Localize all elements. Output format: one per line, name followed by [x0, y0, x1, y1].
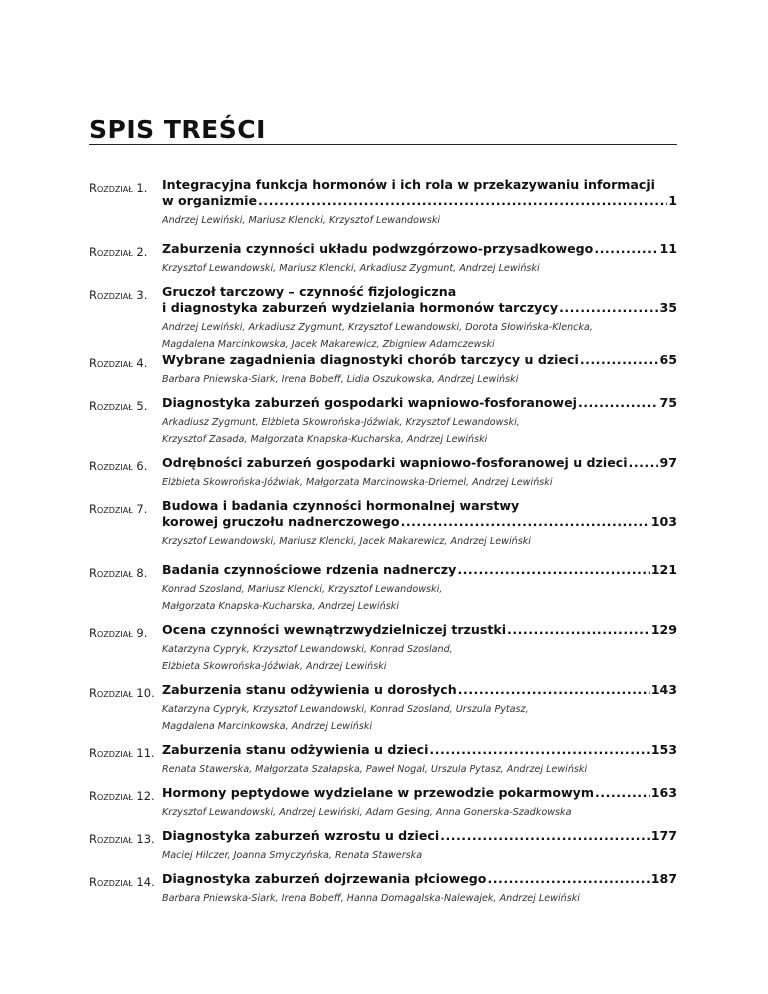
- authors-line: Magdalena Marcinkowska, Jacek Makarewicz, Zbigniew Adamczewski: [162, 339, 495, 350]
- chapter-title-line: [162, 300, 677, 316]
- authors-line: Elżbieta Skowrońska-Jóźwiak, Małgorzata Marcinowska-Driemel, Andrzej Lewiński: [162, 477, 553, 488]
- chapter-number-value: 9.: [132, 626, 148, 640]
- entry-body: [162, 177, 677, 229]
- chapter-title-line: [162, 742, 677, 758]
- authors-line: Katarzyna Cypryk, Krzysztof Lewandowski, Konrad Szosland,: [162, 644, 453, 655]
- page-number: 153: [650, 742, 677, 757]
- chapter-title: Zaburzenia stanu odżywienia u dzieci: [162, 742, 429, 757]
- chapter-title: Ocena czynności wewnątrzwydzielniczej trzustki: [162, 622, 507, 637]
- chapter-label: Rozdział: [89, 832, 133, 846]
- chapter-number-value: 5.: [132, 399, 148, 413]
- dot-leader: [629, 455, 659, 471]
- chapter-title-line: [162, 514, 677, 530]
- page-number: 121: [650, 562, 677, 577]
- page-number: 75: [659, 395, 677, 410]
- chapter-authors: [162, 804, 677, 821]
- chapter-title: Badania czynnościowe rdzenia nadnerczy: [162, 562, 457, 577]
- chapter-title: Hormony peptydowe wydzielane w przewodzie pokarmowym: [162, 785, 595, 800]
- chapter-label: Rozdział: [89, 746, 133, 760]
- dot-leader: [487, 871, 649, 887]
- dot-leader: [258, 193, 667, 209]
- chapter-title-line: [162, 352, 677, 368]
- chapter-number-value: 1.: [132, 181, 148, 195]
- chapter-title: Integracyjna funkcja hormonów i ich rola w przekazywaniu informacji: [162, 177, 656, 192]
- dot-leader: [578, 395, 659, 411]
- entry-body: [162, 682, 677, 735]
- chapter-number-value: 6.: [132, 459, 148, 473]
- chapter-number: [89, 356, 147, 370]
- chapter-title-line: [162, 284, 677, 300]
- chapter-title: Budowa i badania czynności hormonalnej warstwy: [162, 498, 520, 513]
- chapter-label: Rozdział: [89, 245, 133, 259]
- chapter-number-value: 13.: [132, 832, 155, 846]
- authors-line: Elżbieta Skowrońska-Jóźwiak, Andrzej Lewiński: [162, 661, 387, 672]
- chapter-label: Rozdział: [89, 399, 133, 413]
- authors-line: Krzysztof Lewandowski, Andrzej Lewiński, Adam Gesing, Anna Gonerska-Szadkowska: [162, 807, 572, 818]
- chapter-label: Rozdział: [89, 181, 133, 195]
- entry-body: [162, 828, 677, 864]
- chapter-number-value: 3.: [132, 288, 148, 302]
- chapter-authors: [162, 847, 677, 864]
- entry-body: [162, 562, 677, 615]
- page-number: 163: [650, 785, 677, 800]
- chapter-title: w organizmie: [162, 193, 257, 208]
- chapter-authors: [162, 890, 677, 907]
- chapter-title: Diagnostyka zaburzeń dojrzewania płciowego: [162, 871, 487, 886]
- chapter-title-line: [162, 455, 677, 471]
- dot-leader: [457, 562, 649, 578]
- chapter-authors: [162, 371, 677, 388]
- authors-line: Krzysztof Lewandowski, Mariusz Klencki, Jacek Makarewicz, Andrzej Lewiński: [162, 536, 531, 547]
- chapter-label: Rozdział: [89, 875, 133, 889]
- chapter-label: Rozdział: [89, 566, 133, 580]
- page-number: 143: [650, 682, 677, 697]
- chapter-title: Odrębności zaburzeń gospodarki wapniowo-fosforanowej u dzieci: [162, 455, 628, 470]
- chapter-number: [89, 245, 147, 259]
- authors-line: Krzysztof Zasada, Małgorzata Knapska-Kucharska, Andrzej Lewiński: [162, 434, 488, 445]
- entry-body: [162, 871, 677, 907]
- chapter-number-value: 12.: [132, 789, 155, 803]
- chapter-label: Rozdział: [89, 502, 133, 516]
- authors-line: Arkadiusz Zygmunt, Elżbieta Skowrońska-Jóźwiak, Krzysztof Lewandowski,: [162, 417, 520, 428]
- entry-body: [162, 785, 677, 821]
- dot-leader: [594, 241, 658, 257]
- chapter-authors: [162, 761, 677, 778]
- chapter-title-line: [162, 498, 677, 514]
- chapter-number: [89, 875, 155, 889]
- chapter-authors: [162, 641, 677, 675]
- dot-leader: [595, 785, 650, 801]
- page-number: 1: [668, 193, 677, 208]
- page-number: 11: [659, 241, 677, 256]
- dot-leader: [559, 300, 658, 316]
- chapter-title-line: [162, 871, 677, 887]
- chapter-authors: [162, 319, 677, 353]
- chapter-title-line: [162, 562, 677, 578]
- chapter-number: [89, 626, 147, 640]
- chapter-label: Rozdział: [89, 789, 133, 803]
- chapter-label: Rozdział: [89, 626, 133, 640]
- chapter-title: Gruczoł tarczowy – czynność fizjologiczna: [162, 284, 457, 299]
- chapter-number: [89, 686, 155, 700]
- entry-body: [162, 284, 677, 353]
- chapter-authors: [162, 414, 677, 448]
- authors-line: Magdalena Marcinkowska, Andrzej Lewiński: [162, 721, 373, 732]
- chapter-authors: [162, 260, 677, 277]
- entry-body: [162, 455, 677, 491]
- chapter-number: [89, 288, 147, 302]
- chapter-title-line: [162, 622, 677, 638]
- chapter-number-value: 4.: [132, 356, 148, 370]
- chapter-authors: [162, 212, 677, 229]
- chapter-number: [89, 181, 147, 195]
- chapter-title: Zaburzenia czynności układu podwzgórzowo-przysadkowego: [162, 241, 594, 256]
- chapter-title: korowej gruczołu nadnerczowego: [162, 514, 400, 529]
- dot-leader: [507, 622, 650, 638]
- chapter-number: [89, 746, 155, 760]
- authors-line: Maciej Hilczer, Joanna Smyczyńska, Renata Stawerska: [162, 850, 423, 861]
- page-number: 97: [659, 455, 677, 470]
- chapter-label: Rozdział: [89, 686, 133, 700]
- authors-line: Andrzej Lewiński, Mariusz Klencki, Krzysztof Lewandowski: [162, 215, 441, 226]
- chapter-number: [89, 832, 155, 846]
- authors-line: Krzysztof Lewandowski, Mariusz Klencki, Arkadiusz Zygmunt, Andrzej Lewiński: [162, 263, 540, 274]
- dot-leader: [580, 352, 659, 368]
- chapter-authors: [162, 533, 677, 550]
- chapter-number-value: 8.: [132, 566, 148, 580]
- chapter-number: [89, 566, 147, 580]
- authors-line: Małgorzata Knapska-Kucharska, Andrzej Lewiński: [162, 601, 399, 612]
- authors-line: Barbara Pniewska-Siark, Irena Bobeff, Lidia Oszukowska, Andrzej Lewiński: [162, 374, 519, 385]
- page-title: SPIS TREŚCI: [89, 115, 266, 144]
- title-rule: [89, 144, 677, 145]
- chapter-number: [89, 399, 147, 413]
- chapter-label: Rozdział: [89, 459, 133, 473]
- dot-leader: [401, 514, 650, 530]
- entry-body: [162, 395, 677, 448]
- chapter-title-line: [162, 828, 677, 844]
- chapter-authors: [162, 474, 677, 491]
- page-number: 187: [650, 871, 677, 886]
- entry-body: [162, 622, 677, 675]
- page-number: 177: [650, 828, 677, 843]
- entry-body: [162, 498, 677, 550]
- authors-line: Katarzyna Cypryk, Krzysztof Lewandowski, Konrad Szosland, Urszula Pytasz,: [162, 704, 529, 715]
- page-number: 65: [659, 352, 677, 367]
- entry-body: [162, 352, 677, 388]
- chapter-title-line: [162, 177, 677, 193]
- chapter-label: Rozdział: [89, 288, 133, 302]
- chapter-number: [89, 502, 147, 516]
- chapter-title: i diagnostyka zaburzeń wydzielania hormonów tarczycy: [162, 300, 559, 315]
- chapter-number-value: 11.: [132, 746, 155, 760]
- chapter-title-line: [162, 193, 677, 209]
- dot-leader: [429, 742, 649, 758]
- chapter-title-line: [162, 395, 677, 411]
- page-number: 103: [650, 514, 677, 529]
- page-number: 129: [650, 622, 677, 637]
- dot-leader: [440, 828, 650, 844]
- chapter-number-value: 7.: [132, 502, 148, 516]
- authors-line: Andrzej Lewiński, Arkadiusz Zygmunt, Krzysztof Lewandowski, Dorota Słowińska-Klencka,: [162, 322, 593, 333]
- chapter-title: Diagnostyka zaburzeń gospodarki wapniowo-fosforanowej: [162, 395, 577, 410]
- chapter-label: Rozdział: [89, 356, 133, 370]
- chapter-number: [89, 459, 147, 473]
- chapter-number-value: 14.: [132, 875, 155, 889]
- entry-body: [162, 742, 677, 778]
- entry-body: [162, 241, 677, 277]
- chapter-number-value: 2.: [132, 245, 148, 259]
- chapter-authors: [162, 581, 677, 615]
- chapter-title: Diagnostyka zaburzeń wzrostu u dzieci: [162, 828, 440, 843]
- chapter-number-value: 10.: [132, 686, 155, 700]
- chapter-title-line: [162, 241, 677, 257]
- page-number: 35: [659, 300, 677, 315]
- chapter-number: [89, 789, 155, 803]
- chapter-title: Wybrane zagadnienia diagnostyki chorób tarczycy u dzieci: [162, 352, 579, 367]
- chapter-title-line: [162, 682, 677, 698]
- chapter-title-line: [162, 785, 677, 801]
- chapter-authors: [162, 701, 677, 735]
- chapter-title: Zaburzenia stanu odżywienia u dorosłych: [162, 682, 457, 697]
- authors-line: Konrad Szosland, Mariusz Klencki, Krzysztof Lewandowski,: [162, 584, 443, 595]
- dot-leader: [458, 682, 650, 698]
- authors-line: Barbara Pniewska-Siark, Irena Bobeff, Hanna Domagalska-Nalewajek, Andrzej Lewiński: [162, 893, 580, 904]
- authors-line: Renata Stawerska, Małgorzata Szałapska, Paweł Nogal, Urszula Pytasz, Andrzej Lewiński: [162, 764, 588, 775]
